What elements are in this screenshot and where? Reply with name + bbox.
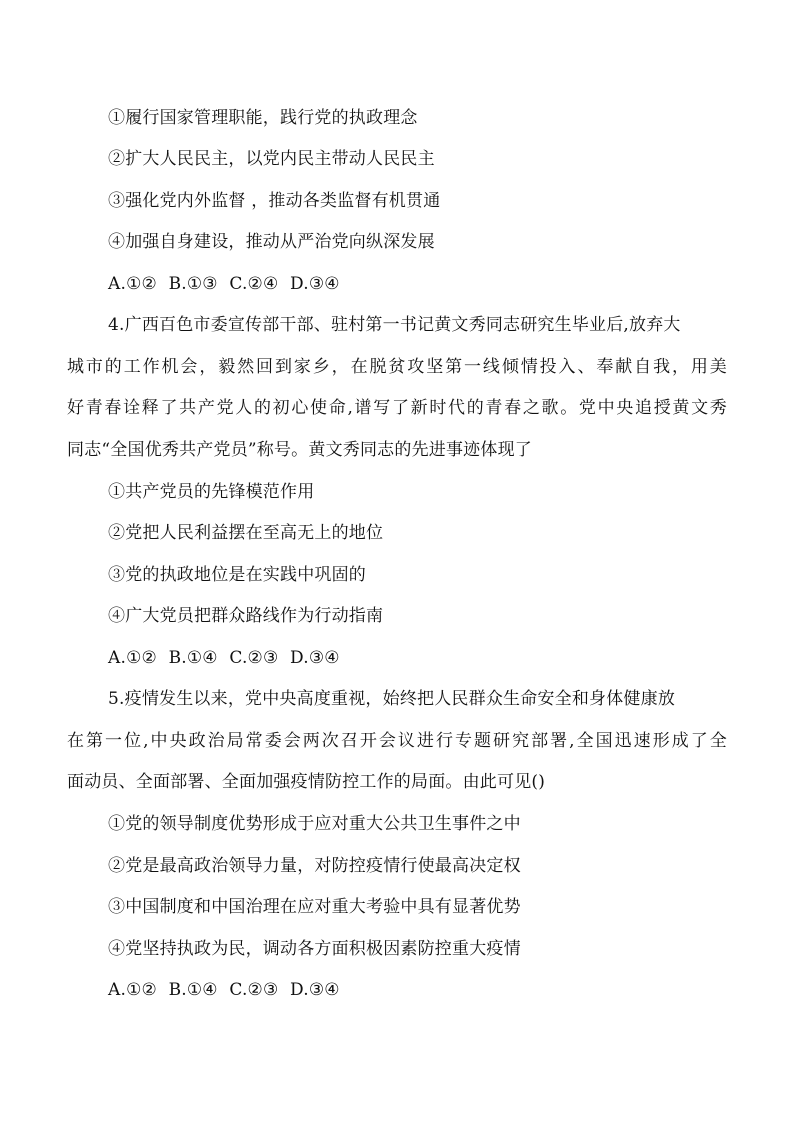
q5-stem-line-1: 5.疫情发生以来，党中央高度重视，始终把人民群众生命安全和身体健康放 (108, 689, 676, 709)
q4-option-3: ③党的执政地位是在实践中巩固的 (108, 565, 366, 585)
q5-answer-choices: A.①② B.①④ C.②③ D.③④ (108, 980, 340, 1000)
q5-stem-line-2: 在第一位,中央政治局常委会两次召开会议进行专题研究部署,全国迅速形成了全 (67, 731, 727, 751)
q4-option-4: ④广大党员把群众路线作为行动指南 (108, 606, 384, 626)
q3-option-4: ④加强自身建设，推动从严治党向纵深发展 (108, 232, 435, 252)
q3-option-3: ③强化党内外监督 ，推动各类监督有机贯通 (108, 191, 441, 211)
q5-option-2: ②党是最高政治领导力量，对防控疫情行使最高决定权 (108, 856, 521, 876)
q4-option-1: ①共产党员的先锋模范作用 (108, 482, 315, 502)
q4-stem-line-2: 城市的工作机会，毅然回到家乡，在脱贫攻坚第一线倾情投入、奉献自我，用美 (67, 357, 727, 377)
q3-option-1: ①履行国家管理职能，践行党的执政理念 (108, 108, 418, 128)
q4-answer-choices: A.①② B.①④ C.②③ D.③④ (108, 648, 340, 668)
q5-option-4: ④党坚持执政为民，调动各方面积极因素防控重大疫情 (108, 939, 521, 959)
q4-option-2: ②党把人民利益摆在至高无上的地位 (108, 523, 384, 543)
q3-option-2: ②扩大人民民主，以党内民主带动人民民主 (108, 149, 435, 169)
q5-stem-line-3: 面动员、全面部署、全面加强疫情防控工作的局面。由此可见() (67, 772, 546, 792)
q4-stem-line-1: 4.广西百色市委宣传部干部、驻村第一书记黄文秀同志研究生毕业后,放弃大 (108, 315, 681, 335)
q4-stem-line-4: 同志“全国优秀共产党员”称号。黄文秀同志的先进事迹体现了 (67, 440, 532, 460)
q3-answer-choices: A.①② B.①③ C.②④ D.③④ (108, 274, 340, 294)
q4-stem-line-3: 好青春诠释了共产党人的初心使命,谱写了新时代的青春之歌。党中央追授黄文秀 (67, 398, 727, 418)
q5-option-3: ③中国制度和中国治理在应对重大考验中具有显著优势 (108, 897, 521, 917)
q5-option-1: ①党的领导制度优势形成于应对重大公共卫生事件之中 (108, 814, 521, 834)
